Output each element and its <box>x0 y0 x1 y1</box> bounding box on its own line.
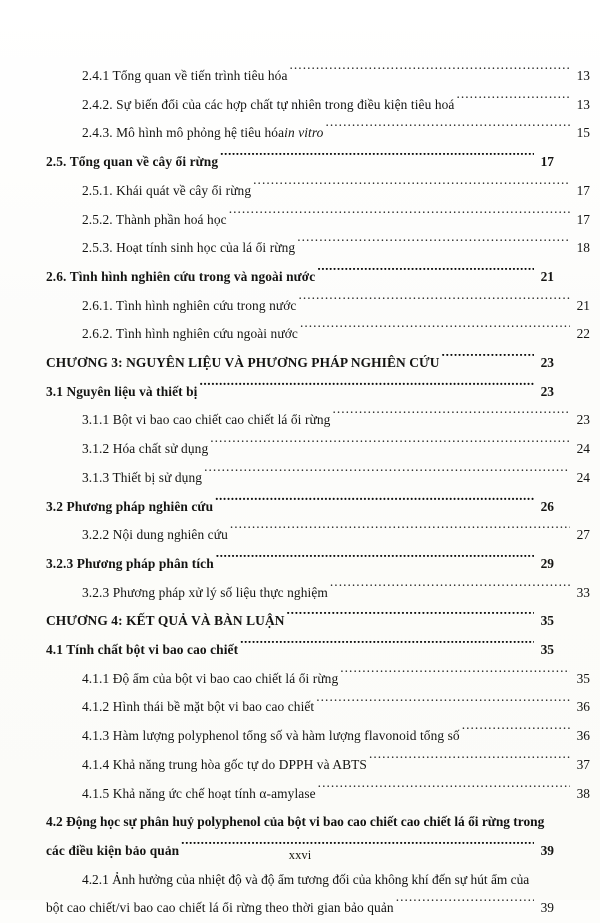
toc-page-number: 24 <box>576 441 590 457</box>
toc-entry[interactable] <box>46 521 590 550</box>
dot-leader <box>230 526 570 539</box>
dot-leader <box>316 698 570 711</box>
toc-entry[interactable] <box>46 607 554 636</box>
toc-entry-title: 3.1 Nguyên liệu và thiết bị <box>46 383 198 399</box>
dot-leader <box>330 583 570 596</box>
toc-entry[interactable] <box>46 406 590 435</box>
toc-page-number: 15 <box>576 125 590 141</box>
toc-entry-title: CHƯƠNG 3: NGUYÊN LIỆU VÀ PHƯƠNG PHÁP NGHIÊN CỨU <box>46 355 440 371</box>
toc-entry[interactable] <box>46 177 590 206</box>
toc-entry[interactable] <box>46 62 590 91</box>
toc-entry-title: 4.1.2 Hình thái bề mặt bột vi bao cao chiết <box>82 699 315 715</box>
dot-leader <box>287 612 535 625</box>
dot-leader <box>442 354 534 367</box>
toc-entry[interactable] <box>46 550 554 579</box>
toc-page-number: 33 <box>576 584 590 600</box>
toc-entry-title: bột cao chiết/vi bao cao chiết lá ổi rừng theo thời gian bảo quản <box>46 900 394 916</box>
page-number: xxvi <box>288 848 312 862</box>
toc-entry-title: 3.2.3 Phương pháp phân tích <box>46 555 214 571</box>
dot-leader <box>332 411 570 424</box>
toc-entry-line-continued[interactable]: 4.2.1 Ảnh hưởng của nhiệt độ và độ ẩm tương đối của không khí đến sự hút ẩm của <box>82 871 530 887</box>
toc-page-number: 39 <box>540 900 554 916</box>
toc-entry-title: 4.1.5 Khả năng ức chế hoạt tính α-amylase <box>82 785 316 801</box>
dot-leader <box>369 755 570 768</box>
toc-page-number: 35 <box>540 613 554 629</box>
dot-leader <box>325 124 570 137</box>
toc-entry[interactable] <box>46 579 590 608</box>
toc-page-number: 17 <box>540 154 554 170</box>
dot-leader <box>240 641 534 654</box>
toc-entry[interactable] <box>46 894 554 923</box>
toc-page-number: 23 <box>576 412 590 428</box>
toc-entry-title: 2.5.2. Thành phần hoá học <box>82 211 227 227</box>
toc-page-number: 21 <box>540 268 554 284</box>
toc-entry[interactable] <box>46 751 590 780</box>
dot-leader <box>456 95 570 108</box>
toc-entry-title: 4.1.1 Độ ẩm của bột vi bao cao chiết lá ổi rừng <box>82 670 339 686</box>
dot-leader <box>216 555 534 568</box>
dot-leader <box>396 899 534 912</box>
dot-leader <box>253 181 570 194</box>
toc-entry-title: 4.1.4 Khả năng trung hòa gốc tự do DPPH và ABTS <box>82 756 367 772</box>
toc-page-number: 26 <box>540 498 554 514</box>
toc-page-number: 17 <box>576 182 590 198</box>
toc-entry[interactable] <box>46 636 554 665</box>
toc-page-number: 17 <box>576 211 590 227</box>
toc-entry-title: CHƯƠNG 4: KẾT QUẢ VÀ BÀN LUẬN <box>46 613 285 629</box>
dot-leader <box>290 67 571 80</box>
toc-page-number: 21 <box>576 297 590 313</box>
toc-entry-title: 3.2.2 Nội dung nghiên cứu <box>82 527 228 543</box>
toc-entry-title: 2.5.1. Khái quát về cây ổi rừng <box>82 182 252 198</box>
toc-page-number: 13 <box>576 96 590 112</box>
toc-entry[interactable] <box>46 435 590 464</box>
toc-entry-title: 2.5. Tổng quan về cây ổi rừng <box>46 154 219 170</box>
toc-entry[interactable] <box>46 119 590 148</box>
dot-leader <box>297 239 570 252</box>
toc-entry-title: 2.6.2. Tình hình nghiên cứu ngoài nước <box>82 326 298 342</box>
toc-entry-title: 2.5.3. Hoạt tính sinh học của lá ổi rừng <box>82 240 296 256</box>
dot-leader <box>200 382 535 395</box>
toc-entry-title: 2.4.1 Tổng quan về tiến trình tiêu hóa <box>82 68 288 83</box>
toc-entry[interactable] <box>46 206 590 235</box>
toc-entry[interactable] <box>46 464 590 493</box>
toc-page-number: 27 <box>576 527 590 543</box>
toc-entry-title: 4.1.3 Hàm lượng polyphenol tổng số và hàm lượng flavonoid tổng số <box>82 728 460 744</box>
dot-leader <box>300 325 570 338</box>
dot-leader <box>229 210 570 223</box>
toc-entry[interactable] <box>46 493 554 522</box>
toc-page-number: 36 <box>576 699 590 715</box>
table-of-contents-list <box>46 62 590 923</box>
toc-page-number: 36 <box>576 728 590 744</box>
toc-entry[interactable] <box>46 722 590 751</box>
dot-leader <box>318 784 570 797</box>
toc-entry-title: 3.1.1 Bột vi bao cao chiết cao chiết lá ổi rừng <box>82 412 331 428</box>
toc-entry-title: 2.6.1. Tình hình nghiên cứu trong nước <box>82 297 297 313</box>
toc-entry-title: 2.4.3. Mô hình mô phỏng hệ tiêu hóa <box>82 125 285 141</box>
toc-entry[interactable] <box>46 234 590 263</box>
toc-page-number: 35 <box>540 642 554 658</box>
toc-entry-title: 4.1 Tính chất bột vi bao cao chiết <box>46 642 239 658</box>
toc-page-number: 13 <box>576 68 590 83</box>
toc-entry-title: 2.6. Tình hình nghiên cứu trong và ngoài nước <box>46 268 316 284</box>
dot-leader <box>210 440 570 453</box>
dot-leader <box>204 468 570 481</box>
toc-page-number: 39 <box>540 842 554 858</box>
toc-page-number: 38 <box>576 785 590 801</box>
toc-entry[interactable] <box>46 91 590 120</box>
toc-page-number: 35 <box>576 670 590 686</box>
toc-entry-title: 3.1.2 Hóa chất sử dụng <box>82 441 209 457</box>
toc-page-number: 37 <box>576 756 590 772</box>
toc-entry-title: các điều kiện bảo quản <box>46 842 180 858</box>
toc-entry[interactable] <box>46 320 590 349</box>
toc-entry[interactable] <box>46 349 554 378</box>
toc-page-number: 23 <box>540 383 554 399</box>
toc-entry[interactable] <box>46 693 590 722</box>
toc-page-number: 23 <box>540 355 554 371</box>
toc-page-number: 24 <box>576 469 590 485</box>
toc-entry-title-italic: in vitro <box>284 125 324 141</box>
dot-leader <box>215 497 534 510</box>
toc-entry-line-continued[interactable]: 4.2 Động học sự phân huỷ polyphenol của bột vi bao cao chiết cao chiết lá ổi rừng trong <box>46 814 545 830</box>
toc-page-number: 18 <box>576 240 590 256</box>
toc-entry-title: 3.2.3 Phương pháp xử lý số liệu thực nghiệm <box>82 584 328 600</box>
dot-leader <box>462 727 570 740</box>
toc-entry[interactable] <box>46 148 554 177</box>
dot-leader <box>317 268 534 281</box>
toc-entry-title: 2.4.2. Sự biến đổi của các hợp chất tự nhiên trong điều kiện tiêu hoá <box>82 96 455 112</box>
dot-leader <box>340 669 570 682</box>
toc-entry[interactable] <box>46 665 590 694</box>
dot-leader <box>220 153 534 166</box>
toc-entry-title: 3.2 Phương pháp nghiên cứu <box>46 498 214 514</box>
toc-entry[interactable] <box>46 263 554 292</box>
toc-page-number: 29 <box>540 555 554 571</box>
toc-entry[interactable] <box>46 780 590 809</box>
toc-entry-title: 3.1.3 Thiết bị sử dụng <box>82 469 203 485</box>
toc-page-number: 22 <box>576 326 590 342</box>
toc-entry[interactable] <box>46 378 554 407</box>
toc-entry[interactable] <box>46 292 590 321</box>
dot-leader <box>298 296 570 309</box>
